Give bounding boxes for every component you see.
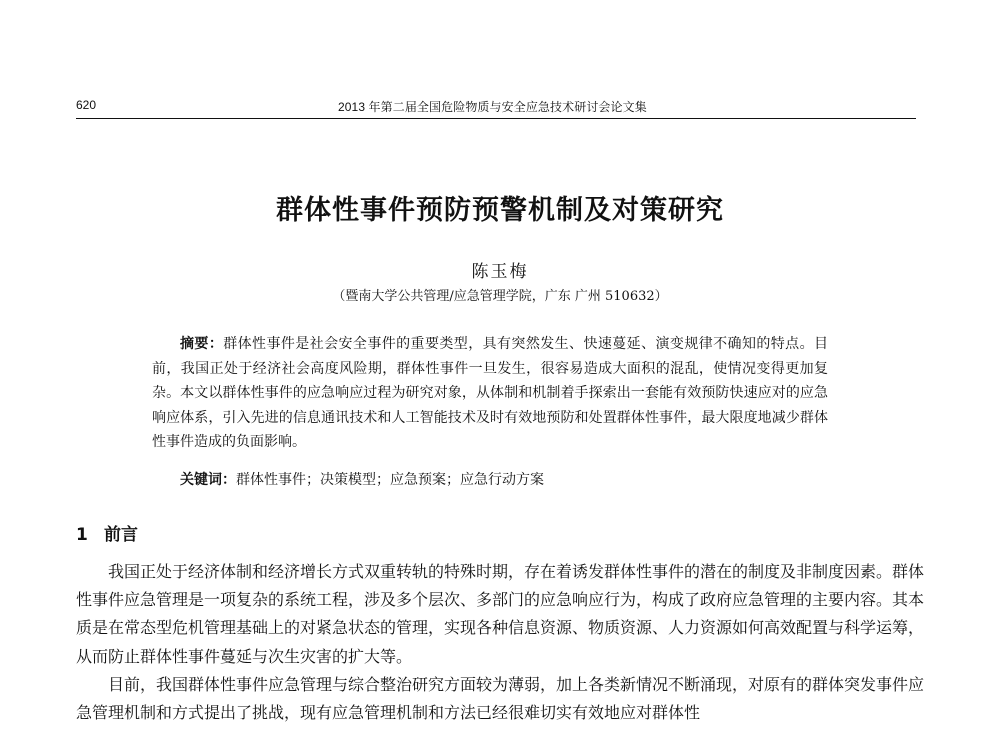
author-affiliation: （暨南大学公共管理/应急管理学院，广东 广州 510632） [332,289,668,304]
keywords-label: 关键词： [180,472,236,488]
body-paragraph: 目前，我国群体性事件应急管理与综合整治研究方面较为薄弱，加上各类新情况不断涌现，对原有的群体突发事件应急管理机制和方式提出了挑战，现有应急管理机制和方法已经很难切实有效地应对群体性 [76,674,925,723]
header-rule [76,118,916,119]
abstract-label: 摘要： [180,336,224,352]
body-paragraph: 我国正处于经济体制和经济增长方式双重转轨的特殊时期，存在着诱发群体性事件的潜在的制度及非制度因素。群体性事件应急管理是一项复杂的系统工程，涉及多个层次、多部门的应急响应行为，构成了政府应急管理的主要内容。其本质是在常态型危机管理基础上的对紧急状态的管理，实现各种信息资源、物质资源、人力资源如何高效配置与科学运筹，从而防止群体性事件蔓延与次生灾害的扩大等。 [76,562,925,666]
keywords-text: 群体性事件；决策模型；应急预案；应急行动方案 [236,472,544,488]
body-text [76,558,924,727]
section-title: 前言 [104,525,138,545]
running-title: 2013 年第二届全国危险物质与安全应急技术研讨会论文集 [338,100,647,114]
abstract-text: 群体性事件是社会安全事件的重要类型，具有突然发生、快速蔓延、演变规律不确知的特点。目前，我国正处于经济社会高度风险期，群体性事件一旦发生，很容易造成大面积的混乱，使情况变得更加复杂。本文以群体性事件的应急响应过程为研究对象，从体制和机制着手探索出一套能有效预防快速应对的应急响应体系，引入先进的信息通讯技术和人工智能技术及时有效地预防和处置群体性事件，最大限度地减少群体性事件造成的负面影响。 [152,336,829,450]
section-number: 1 [76,525,88,545]
keywords [180,469,544,489]
running-header [76,98,916,120]
abstract [152,332,828,455]
author-name: 陈玉梅 [471,262,529,282]
page-number: 620 [76,98,97,112]
section-heading [76,520,138,545]
article-title: 群体性事件预防预警机制及对策研究 [276,195,724,226]
